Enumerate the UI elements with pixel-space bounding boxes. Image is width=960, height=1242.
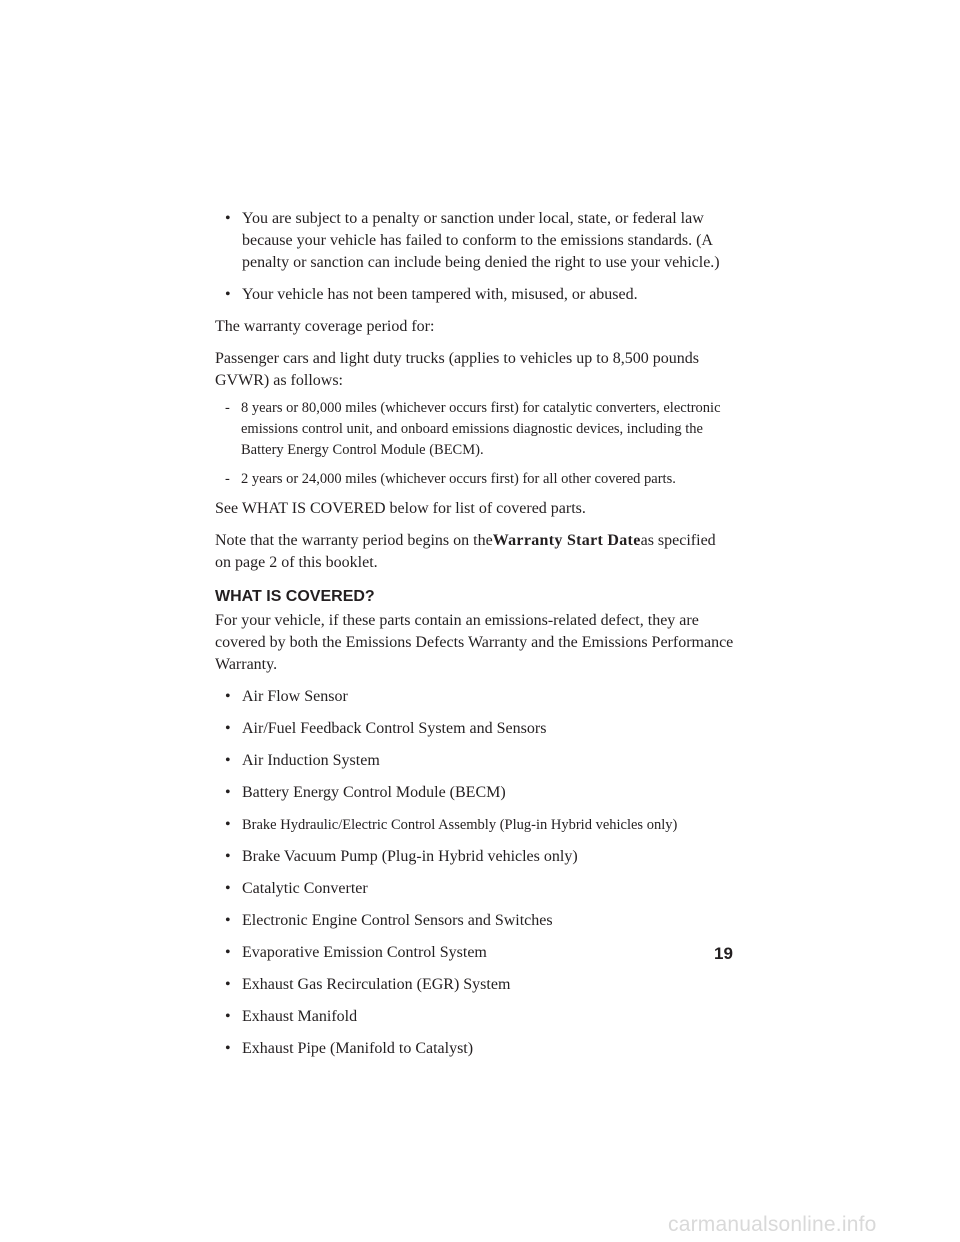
covered-parts-list xyxy=(215,686,735,1060)
bullet-icon: • xyxy=(225,784,231,801)
dash-icon: - xyxy=(225,400,230,416)
note-text-before: Note that the warranty period begins on the xyxy=(215,532,493,549)
covered-part-item xyxy=(215,782,735,804)
bullet-icon: • xyxy=(225,816,231,833)
covered-part-item xyxy=(215,1038,735,1060)
coverage-item xyxy=(215,398,735,461)
covered-part-text: Evaporative Emission Control System xyxy=(242,944,487,961)
bullet-icon: • xyxy=(225,210,231,227)
page-number: 19 xyxy=(714,944,733,963)
covered-part-item xyxy=(215,1006,735,1028)
covered-part-text: Air Induction System xyxy=(242,752,380,769)
covered-part-item xyxy=(215,846,735,868)
bullet-icon: • xyxy=(225,912,231,929)
document-body xyxy=(215,208,735,1070)
covered-part-item xyxy=(215,686,735,708)
section-heading: WHAT IS COVERED? xyxy=(215,588,375,605)
coverage-item xyxy=(215,469,735,490)
covered-part-text: Exhaust Manifold xyxy=(242,1008,358,1025)
coverage-intro: The warranty coverage period for: xyxy=(215,318,435,335)
covered-part-item xyxy=(215,942,735,964)
covered-part-text: Exhaust Gas Recirculation (EGR) System xyxy=(242,976,511,993)
covered-part-text: Brake Hydraulic/Electric Control Assembly (Plug-in Hybrid vehicles only) xyxy=(242,817,678,833)
list-item xyxy=(215,284,735,306)
list-item xyxy=(215,208,735,274)
covered-part-text: Exhaust Pipe (Manifold to Catalyst) xyxy=(242,1040,474,1057)
covered-part-text: Brake Vacuum Pump (Plug-in Hybrid vehicles only) xyxy=(242,848,578,865)
covered-part-text: Electronic Engine Control Sensors and Switches xyxy=(242,912,553,929)
covered-part-item xyxy=(215,878,735,900)
note-paragraph xyxy=(215,530,735,574)
covered-part-text: Air/Fuel Feedback Control System and Sensors xyxy=(242,720,547,737)
bullet-icon: • xyxy=(225,286,231,303)
dash-icon: - xyxy=(225,471,230,487)
covered-part-text: Catalytic Converter xyxy=(242,880,368,897)
bullet-icon: • xyxy=(225,752,231,769)
section-intro: For your vehicle, if these parts contain an emissions-related defect, they are covered by both the Emissions Defects Warranty and the Emissions Performance Warranty. xyxy=(215,612,734,673)
covered-part-item xyxy=(215,750,735,772)
passenger-intro: Passenger cars and light duty trucks (applies to vehicles up to 8,500 pounds GVWR) as follows: xyxy=(215,350,699,389)
list-item-text: You are subject to a penalty or sanction under local, state, or federal law because your vehicle has failed to conform to the emissions standards. (A penalty or sanction can include being denied the right to use your vehicle.) xyxy=(242,210,720,271)
warranty-start-date-term: Warranty Start Date xyxy=(492,532,641,549)
covered-part-item xyxy=(215,718,735,740)
bullet-icon: • xyxy=(225,976,231,993)
covered-part-item xyxy=(215,910,735,932)
bullet-icon: • xyxy=(225,880,231,897)
covered-part-text: Air Flow Sensor xyxy=(242,688,348,705)
bullet-icon: • xyxy=(225,1040,231,1057)
watermark: carmanualsonline.info xyxy=(668,1213,877,1236)
bullet-icon: • xyxy=(225,944,231,961)
note-text-after: as specified on page 2 of this booklet. xyxy=(215,532,716,571)
coverage-item-text: 8 years or 80,000 miles (whichever occurs first) for catalytic converters, electronic emissions control unit, and onboard emissions diagnostic devices, including the Battery Energy Control Module (BECM). xyxy=(241,400,721,458)
coverage-item-text: 2 years or 24,000 miles (whichever occurs first) for all other covered parts. xyxy=(241,471,676,487)
see-covered-text: See WHAT IS COVERED below for list of covered parts. xyxy=(215,500,586,517)
covered-part-item xyxy=(215,974,735,996)
bullet-icon: • xyxy=(225,720,231,737)
covered-part-item xyxy=(215,814,735,836)
bullet-icon: • xyxy=(225,1008,231,1025)
bullet-icon: • xyxy=(225,848,231,865)
list-item-text: Your vehicle has not been tampered with, misused, or abused. xyxy=(242,286,638,303)
bullet-icon: • xyxy=(225,688,231,705)
covered-part-text: Battery Energy Control Module (BECM) xyxy=(242,784,506,801)
